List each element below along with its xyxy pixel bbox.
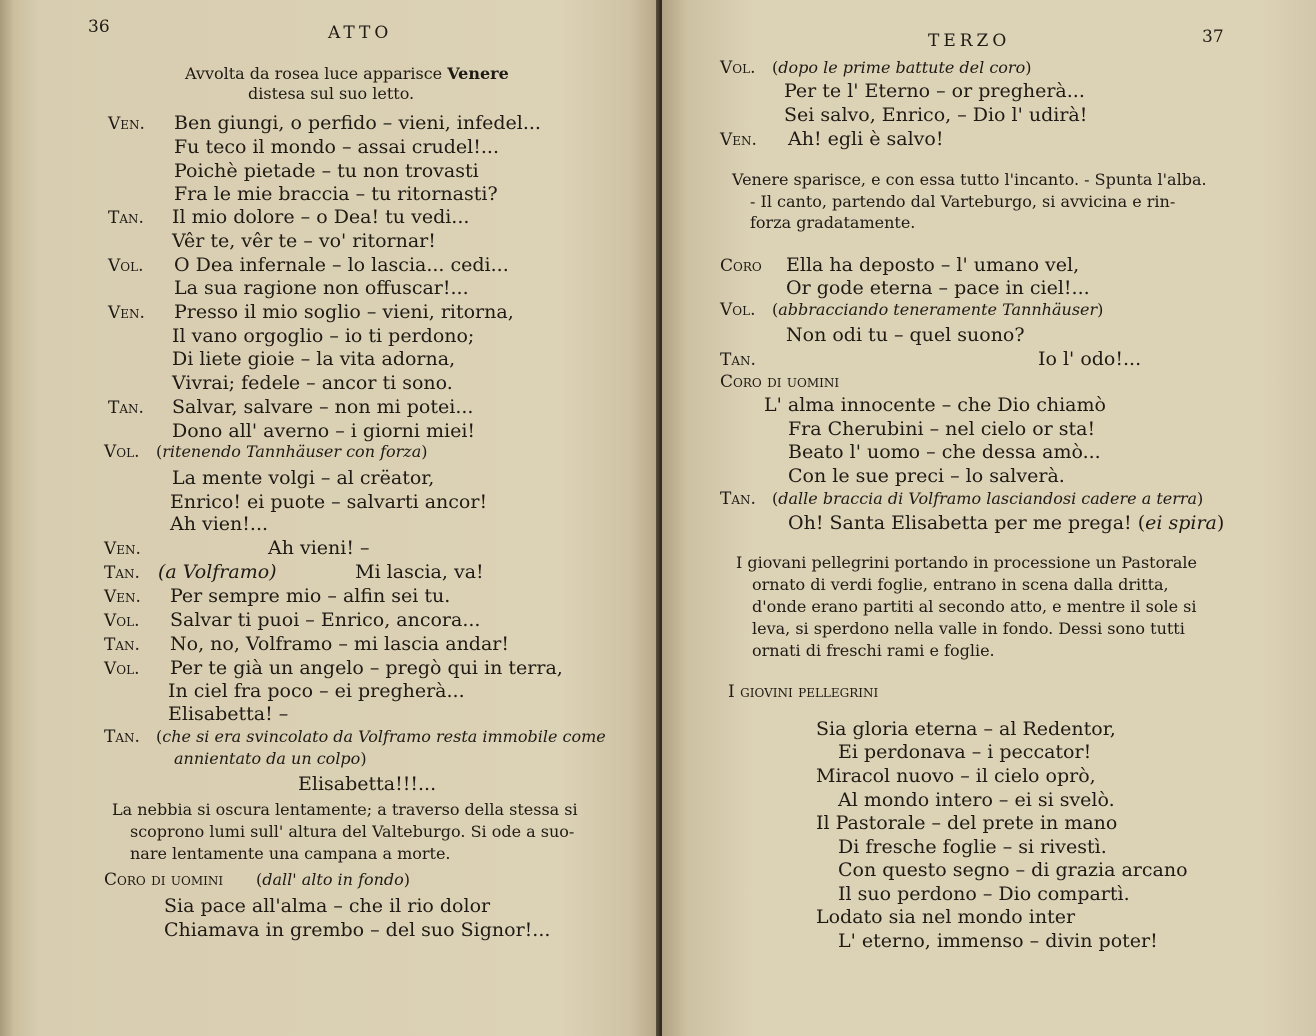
verse-text: Ah! egli è salvo! — [788, 128, 944, 150]
verse-text: forza gradatamente. — [750, 213, 916, 232]
speaker-label: Tan. — [104, 563, 140, 583]
verse-text: Per te l' Eterno – or pregherà... — [784, 80, 1085, 102]
text-line — [752, 619, 1185, 639]
verse-text: In ciel fra poco – ei pregherà... — [168, 680, 465, 702]
speaker-label: Ven. — [104, 587, 141, 607]
verse-text: ornati di freschi rami e foglie. — [752, 641, 995, 660]
text-line — [816, 812, 1117, 834]
text-line — [720, 254, 1080, 277]
page-number-right: 37 — [1202, 27, 1224, 47]
verse-text: Elisabetta!!!... — [298, 773, 437, 795]
verse-text: La nebbia si oscura lentamente; a traverso della stessa si — [112, 800, 578, 819]
verse-text: Il suo perdono – Dio compartì. — [838, 883, 1130, 905]
verse-text: Il vano orgoglio – io ti perdono; — [172, 325, 475, 347]
verse-text: Salvar, salvare – non mi potei... — [172, 396, 474, 418]
verse-text: Avvolta da rosea luce apparisce Venere — [185, 64, 509, 83]
verse-text: Poichè pietade – tu non trovasti — [174, 160, 479, 182]
verse-text: leva, si sperdono nella valle in fondo. Dessi sono tutti — [752, 619, 1185, 638]
verse-text: Ella ha deposto – l' umano vel, — [786, 254, 1080, 276]
page-number-left: 36 — [88, 17, 110, 37]
verse-text: Vêr te, vêr te – vo' ritornar! — [172, 230, 436, 252]
verse-text: Il mio dolore – o Dea! tu vedi... — [172, 206, 470, 228]
text-line — [750, 192, 1175, 212]
speaker-label: Vol. — [104, 659, 140, 679]
speaker-label: Vol. — [104, 611, 140, 631]
verse-text: (dopo le prime battute del coro) — [772, 58, 1032, 77]
text-line — [720, 300, 1104, 320]
verse-text: (che si era svincolato da Volframo resta immobile come — [156, 727, 606, 746]
speaker-label: Tan. — [108, 208, 144, 228]
verse-text: Con questo segno – di grazia arcano — [838, 859, 1188, 881]
verse-text: Non odi tu – quel suono? — [786, 324, 1025, 346]
verse-text: - Il canto, partendo dal Varteburgo, si avvicina e rin- — [750, 192, 1176, 211]
text-line — [720, 128, 944, 151]
verse-text: Di fresche foglie – si rivestì. — [838, 836, 1107, 858]
verse-text: Al mondo intero – ei si svelò. — [838, 789, 1115, 811]
verse-text: (abbracciando teneramente Tannhäuser) — [772, 300, 1104, 319]
speaker-label: Vol. — [720, 58, 756, 78]
verse-text: Sei salvo, Enrico, – Dio l' udirà! — [784, 104, 1088, 126]
speaker-label: Vol. — [104, 442, 140, 462]
text-line — [728, 682, 878, 702]
verse-text: La sua ragione non offuscar!... — [174, 277, 469, 299]
text-line — [720, 372, 839, 392]
verse-text: Fra le mie braccia – tu ritornasti? — [174, 183, 498, 205]
verse-text: (dall' alto in fondo) — [256, 870, 411, 889]
verse-text: Sia pace all'alma – che il rio dolor — [164, 895, 491, 917]
text-line — [816, 718, 1116, 740]
verse-text: Elisabetta! – — [168, 703, 289, 725]
verse-text: Ben giungi, o perfido – vieni, infedel... — [174, 112, 541, 134]
text-line — [112, 800, 578, 820]
text-line — [108, 254, 509, 277]
verse-text: Enrico! ei puote – salvarti ancor! — [170, 491, 488, 513]
text-line — [185, 64, 509, 84]
speaker-label: I giovini pellegrini — [728, 682, 879, 702]
verse-text: scoprono lumi sull' altura del Valteburgo. Si ode a suo- — [130, 822, 575, 841]
text-line — [720, 489, 1204, 509]
verse-text: Vivrai; fedele – ancor ti sono. — [172, 372, 453, 394]
speaker-label: Tan. — [104, 635, 140, 655]
verse-text: Oh! Santa Elisabetta per me prega! (ei spira) — [788, 512, 1225, 534]
verse-text: O Dea infernale – lo lascia... cedi... — [174, 254, 509, 276]
text-line — [130, 822, 574, 842]
verse-text: (ritenendo Tannhäuser con forza) — [156, 442, 428, 461]
text-line — [104, 657, 563, 680]
speaker-label: Tan. — [720, 350, 756, 370]
verse-text: Ei perdonava – i peccator! — [838, 741, 1092, 763]
text-line — [752, 641, 995, 661]
verse-text: Fra Cherubini – nel cielo or sta! — [788, 418, 1096, 440]
text-line — [108, 396, 474, 419]
verse-text: nare lentamente una campana a morte. — [130, 844, 451, 863]
verse-text: (dalle braccia di Volframo lasciandosi cadere a terra) — [772, 489, 1204, 508]
text-line — [104, 561, 484, 584]
text-line — [736, 553, 1197, 573]
text-line — [108, 206, 470, 229]
verse-text: Ah vien!... — [170, 513, 269, 535]
verse-text: Di liete gioie – la vita adorna, — [172, 348, 456, 370]
verse-text: ornato di verdi foglie, entrano in scena dalla dritta, — [752, 575, 1169, 594]
verse-text: Fu teco il mondo – assai crudel!... — [174, 136, 499, 158]
verse-text: Ah vieni! – — [268, 537, 370, 559]
text-line — [104, 442, 428, 462]
text-line — [104, 870, 411, 890]
verse-text: Il Pastorale – del prete in mano — [816, 812, 1118, 834]
verse-text: Chiamava in grembo – del suo Signor!... — [164, 919, 551, 941]
verse-text: (a Volframo) Mi lascia, va! — [158, 561, 484, 583]
speaker-label: Coro di uomini — [104, 870, 224, 890]
text-line — [816, 906, 1075, 928]
text-line — [104, 633, 510, 656]
speaker-label: Vol. — [108, 256, 144, 276]
text-line — [130, 844, 451, 864]
verse-text: distesa sul suo letto. — [248, 84, 415, 103]
text-line — [750, 213, 915, 233]
text-line — [108, 301, 514, 324]
speaker-label: Ven. — [108, 303, 145, 323]
verse-text: Beato l' uomo – che dessa amò... — [788, 441, 1101, 463]
verse-text: d'onde erano partiti al secondo atto, e mentre il sole si — [752, 597, 1197, 616]
text-line — [108, 112, 541, 135]
speaker-label: Tan. — [104, 727, 140, 747]
verse-text: Io l' odo!... — [1038, 348, 1142, 370]
running-head-right: TERZO — [928, 31, 1011, 51]
text-line — [732, 170, 1207, 190]
text-line — [720, 348, 1142, 371]
speaker-label: Coro di uomini — [720, 372, 840, 392]
right-page — [662, 0, 1316, 1036]
verse-text: Miracol nuovo – il cielo oprò, — [816, 765, 1096, 787]
speaker-label: Tan. — [108, 398, 144, 418]
text-line — [752, 575, 1169, 595]
speaker-label: Tan. — [720, 489, 756, 509]
verse-text: Dono all' averno – i giorni miei! — [172, 420, 476, 442]
verse-text: Sia gloria eterna – al Redentor, — [816, 718, 1116, 740]
verse-text: Salvar ti puoi – Enrico, ancora... — [170, 609, 481, 631]
verse-text: L' alma innocente – che Dio chiamò — [764, 394, 1106, 416]
text-line — [104, 727, 606, 747]
text-line — [248, 84, 414, 104]
verse-text: L' eterno, immenso – divin poter! — [838, 930, 1158, 952]
speaker-label: Vol. — [720, 300, 756, 320]
verse-text: Or gode eterna – pace in ciel!... — [786, 277, 1090, 299]
speaker-label: Coro — [720, 256, 762, 276]
verse-text: Lodato sia nel mondo inter — [816, 906, 1076, 928]
text-line — [752, 597, 1196, 617]
verse-text: Per te già un angelo – pregò qui in terra, — [170, 657, 563, 679]
verse-text: I giovani pellegrini portando in processione un Pastorale — [736, 553, 1197, 572]
running-head-left: ATTO — [328, 23, 393, 43]
speaker-label: Ven. — [108, 114, 145, 134]
verse-text: Per sempre mio – alfin sei tu. — [170, 585, 451, 607]
speaker-label: Ven. — [720, 130, 757, 150]
verse-text: Presso il mio soglio – vieni, ritorna, — [174, 301, 514, 323]
verse-text: Venere sparisce, e con essa tutto l'incanto. - Spunta l'alba. — [732, 170, 1207, 189]
verse-text: No, no, Volframo – mi lascia andar! — [170, 633, 510, 655]
verse-text: Con le sue preci – lo salverà. — [788, 465, 1065, 487]
verse-text: annientato da un colpo) — [174, 749, 367, 768]
text-line — [720, 58, 1032, 78]
text-line — [104, 585, 451, 608]
text-line — [104, 609, 481, 632]
verse-text: La mente volgi – al crëator, — [172, 467, 435, 489]
text-line — [104, 537, 370, 560]
speaker-label: Ven. — [104, 539, 141, 559]
text-line — [816, 765, 1096, 787]
